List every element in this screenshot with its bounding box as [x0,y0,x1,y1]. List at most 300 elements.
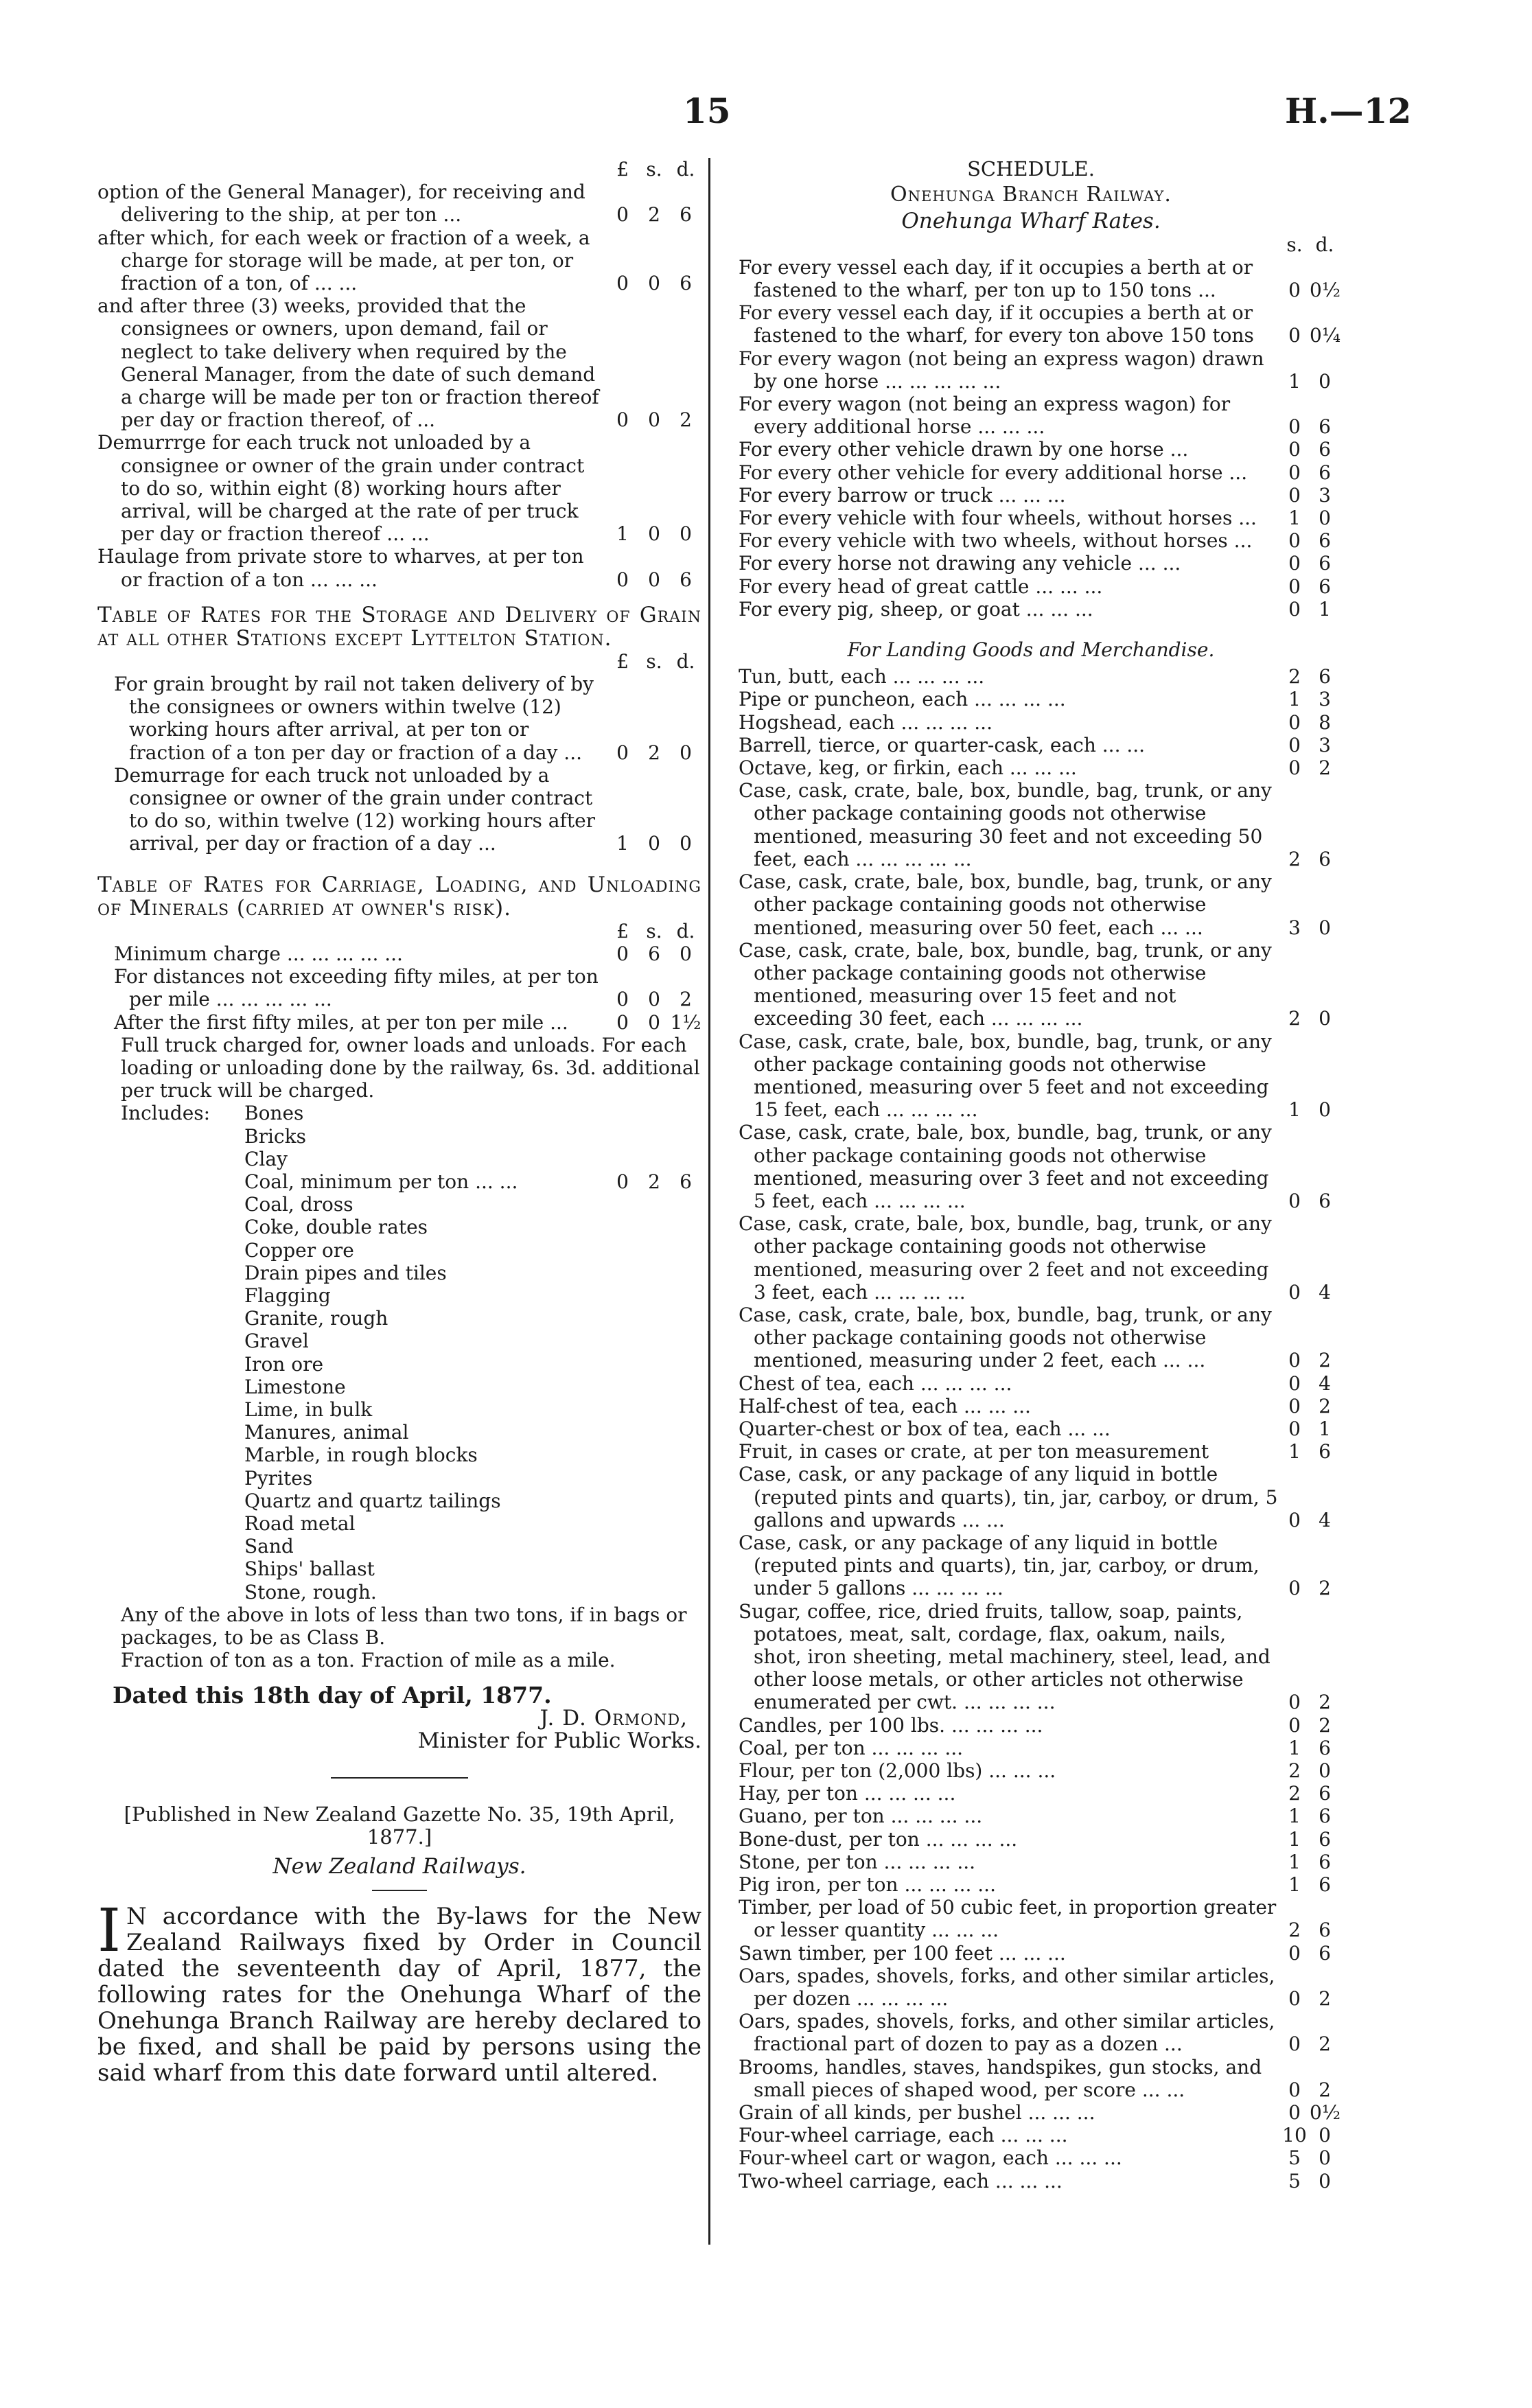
amount-cell: 0 [680,942,692,965]
amount-cell: 1 [1319,597,1331,621]
storage-rate-row-text: Demurrrge for each truck not unloaded by a consignee or owner of the grain under contract to do so, within eight (8) working hours after arrival, will be charged at the rate of per truck per day or fraction thereof ... ... [97,431,585,546]
wharf-rate-row-amount [1279,415,1340,438]
landing-rate-row [722,1965,1340,2010]
amount-cell: 0 [1288,1371,1301,1395]
amount-cell: 2 [680,408,692,432]
amount-cell: 2 [1319,1713,1331,1737]
mineral-item [244,1376,701,1398]
landing-rate-row-text: Bone-dust, per ton ... ... ... ... [739,1827,1018,1851]
amount-cell: 3 [1319,733,1331,756]
amount-cell: 0 [1288,415,1301,439]
mineral-item [244,1353,701,1376]
amount-cell: 0 [1319,1759,1331,1783]
mineral-item-text: Iron ore [244,1352,324,1376]
amount-cell: 2 [648,203,660,227]
wharf-rate-row-amount [1279,552,1340,575]
money-header: £ s. d. [616,158,695,181]
page-reference: H.—12 [1285,91,1412,131]
landing-rate-row-amount [1279,1098,1340,1121]
landing-rate-row-text: Oars, spades, shovels, forks, and other similar articles, fractional part of dozen to pay as a dozen ... [739,2010,1275,2056]
amount-cell: 0 [1288,438,1301,461]
landing-rate-row-amount [1279,1349,1340,1371]
landing-rate-row-text: Flour, per ton (2,000 lbs) ... ... ... [739,1759,1056,1783]
amount-cell: 6 [1319,461,1331,484]
amount-cell: 1 [1288,1827,1301,1851]
landing-rate-row-amount [1279,2170,1340,2192]
amount-cell: 5 [1288,2169,1301,2192]
amount-cell: 4 [1319,1371,1331,1395]
right-column [722,158,1340,2192]
amount-cell: 0 [1319,2146,1331,2170]
wharf-rate-row-amount [1279,484,1340,507]
landing-rate-row [722,1212,1340,1304]
landing-rate-row [722,2170,1340,2192]
landing-rate-row-amount [1279,1577,1340,1599]
amount-cell: 0 [1288,483,1301,507]
amount-cell: 2 [1319,1577,1331,1600]
landing-rate-row-amount [1279,1281,1340,1304]
landing-rate-row [722,1417,1340,1440]
amount-cell: 0 [616,203,629,227]
minerals-list [244,1102,701,1603]
landing-rate-row-amount [1279,665,1340,688]
mineral-item [244,1421,701,1444]
landing-rate-row-amount [1279,756,1340,779]
includes-label: Includes: [121,1102,211,1125]
mineral-item-text: Manures, animal [244,1421,409,1444]
rates-title: Onehunga Wharf Rates. [901,209,1161,234]
minerals-rates [97,942,701,1034]
mineral-item-text: Road metal [244,1512,356,1535]
storage-rate-row [97,294,701,431]
storage-rate-row-amount [607,568,701,591]
landing-rate-row-text: Stone, per ton ... ... ... ... [739,1850,976,1873]
landing-rate-row-text: Case, cask, crate, bale, box, bundle, bag, trunk, or any other package containing goods not otherwise mentioned, measuring over 3 feet and not exceeding 5 feet, each ... ... ... ... [739,1121,1272,1212]
storage-rate-row-text: Haulage from private store to wharves, at per ton or fraction of a ton ... ... ... [97,545,584,591]
mineral-rate-row-amount [607,988,701,1010]
mineral-item [244,1444,701,1466]
mineral-item [244,1284,701,1307]
wharf-rate-row [722,575,1340,598]
landing-rate-row-text: Pig iron, per ton ... ... ... ... [739,1873,996,1897]
wharf-rate-row [722,484,1340,507]
amount-cell: 2 [1319,2078,1331,2101]
landing-rate-row-text: Candles, per 100 lbs. ... ... ... ... [739,1713,1043,1737]
wharf-rate-row [722,529,1340,552]
mineral-rate-row [97,965,701,1010]
amount-cell: 6 [680,272,692,295]
mineral-item [244,1193,701,1216]
grain-rate-row-text: Demurrage for each truck not unloaded by a consignee or owner of the grain under contract to do so, within twelve (12) working hours after arrival, per day or fraction of a day ... [114,763,596,855]
mineral-item [244,1239,701,1262]
landing-rate-row [722,1805,1340,1827]
wharf-rate-row-text: For every vehicle with two wheels, without horses ... [739,529,1253,553]
landing-rate-row-amount [1279,1007,1340,1030]
wharf-rate-row-text: For every barrow or truck ... ... ... [739,483,1066,507]
amount-cell: 0 [1319,916,1331,939]
wharf-rate-row-amount [1279,598,1340,621]
amount-cell: 4 [1319,1280,1331,1304]
wharf-rate-row [722,256,1340,301]
amount-cell: 6 [1319,847,1331,870]
amount-cell: 1 [1288,507,1301,530]
amount-cell: 1 [1288,1850,1301,1873]
branch-title: Onehunga Branch Railway. [890,183,1172,207]
mineral-item-text: Copper ore [244,1238,354,1262]
amount-cell: 6 [1319,1782,1331,1805]
landing-rate-row [722,711,1340,734]
landing-rate-row-text: Case, cask, crate, bale, box, bundle, bag, trunk, or any other package containing goods not otherwise mentioned, measuring over 5 feet and not exceeding 15 feet, each ... ... ... ... [739,1030,1272,1122]
wharf-rate-row-text: For every wagon (not being an express wagon) for every additional horse ... ... ... [739,393,1231,439]
amount-cell: 4 [1319,1508,1331,1531]
amount-cell: 6 [680,203,692,227]
wharf-rate-row [722,461,1340,484]
amount-cell: 2 [680,988,692,1011]
storage-rate-row [97,227,701,295]
wharf-rate-row-text: For every vessel each day, if it occupies a berth at or fastened to the wharf, for every ton above 150 tons [739,301,1254,347]
landing-rate-row-amount [1279,1873,1340,1896]
landing-rate-row-amount [1279,1372,1340,1395]
amount-cell: 6 [1319,1440,1331,1463]
mineral-item-text: Flagging [244,1284,331,1307]
amount-cell: 0 [1288,552,1301,575]
amount-cell: 2 [648,1170,660,1193]
amount-cell: 0 [1288,529,1301,553]
amount-cell: 0 [1288,279,1301,302]
mineral-item-text: Bones [244,1102,304,1125]
mineral-item [244,1535,701,1558]
landing-rate-row-text: Brooms, handles, staves, handspikes, gun stocks, and small pieces of shaped wood, per score ... ... [739,2055,1262,2101]
amount-cell: 5 [1288,2146,1301,2170]
published-note: [Published in New Zealand Gazette No. 35, 19th April, 1877.] [124,1803,675,1849]
landing-rate-row-text: Case, cask, or any package of any liquid in bottle (reputed pints and quarts), tin, jar, carboy, or drum, under 5 gallons ... ... ... ... [739,1531,1260,1600]
landing-rate-row-amount [1279,1782,1340,1805]
amount-cell: 0 [1288,1713,1301,1737]
amount-cell: 2 [1288,847,1301,870]
schedule-title: SCHEDULE. [967,157,1095,181]
mineral-item-amount [607,1170,701,1193]
amount-cell: 0 [648,832,660,855]
amount-cell: 0 [1288,461,1301,484]
wharf-rate-row-amount [1279,529,1340,552]
amount-cell: 0½ [1310,279,1340,302]
wharf-money-header: s. d. [1286,233,1334,256]
wharf-rate-row [722,438,1340,461]
landing-rate-row-amount [1279,1190,1340,1212]
amount-cell: 10 [1282,2124,1307,2147]
landing-rates [722,665,1340,2192]
landing-rate-row-amount [1279,2101,1340,2124]
landing-rate-row [722,665,1340,688]
amount-cell: 6 [1319,1805,1331,1828]
landing-rate-row [722,1942,1340,1965]
amount-cell: 6 [1319,552,1331,575]
mineral-item-text: Ships' ballast [244,1558,375,1581]
landing-rate-row-text: Four-wheel cart or wagon, each ... ... ... [739,2146,1122,2170]
section-heading: New Zealand Railways. [272,1854,526,1879]
landing-rate-row [722,2146,1340,2169]
amount-cell: 6 [1319,415,1331,439]
amount-cell: 3 [1319,688,1331,711]
amount-cell: 0 [1288,756,1301,780]
landing-rate-row-amount [1279,2124,1340,2146]
landing-rate-row-amount [1279,1942,1340,1965]
amount-cell: 0¼ [1310,324,1340,347]
amount-cell: 6 [1319,665,1331,688]
landing-rate-row-amount [1279,1417,1340,1440]
wharf-rate-row-amount [1279,279,1340,301]
amount-cell: 0 [1288,2078,1301,2101]
wharf-rate-row [722,598,1340,621]
storage-rate-row [97,431,701,545]
amount-cell: 2 [1319,1691,1331,1714]
landing-rate-row-text: Barrell, tierce, or quarter-cask, each ... ... [739,733,1146,756]
landing-rate-row-amount [1279,711,1340,734]
landing-rate-row [722,1714,1340,1737]
amount-cell: 6 [1319,529,1331,553]
mineral-rate-row-amount [607,1011,701,1034]
class-note: Any of the above in lots of less than two tons, if in bags or packages, to be as Class B. [121,1603,687,1649]
landing-rate-row-amount [1279,916,1340,939]
landing-rate-row-text: Fruit, in cases or crate, at per ton measurement [739,1440,1209,1463]
landing-rate-row [722,1737,1340,1759]
amount-cell: 1 [1288,688,1301,711]
mineral-item-text: Quartz and quartz tailings [244,1489,501,1512]
storage-rates [97,181,701,591]
landing-rate-row-amount [1279,1691,1340,1713]
storage-rate-row-text: option of the General Manager), for receiving and delivering to the ship, at per ton ... [97,181,585,227]
landing-rate-row-amount [1279,1851,1340,1873]
landing-rate-row-text: Case, cask, crate, bale, box, bundle, bag, trunk, or any other package containing goods not otherwise mentioned, measuring under 2 feet, each ... ... [739,1303,1272,1372]
mineral-item [244,1581,701,1604]
amount-cell: 6 [1319,1827,1331,1851]
landing-rate-row-text: Quarter-chest or box of tea, each ... ... [739,1417,1111,1440]
mineral-item-text: Bricks [244,1124,306,1148]
amount-cell: 0 [1288,733,1301,756]
mineral-item [244,1148,701,1170]
amount-cell: 1 [1288,1098,1301,1122]
landing-rate-row [722,1828,1340,1851]
landing-rate-row [722,1759,1340,1782]
landing-rate-row-amount [1279,1737,1340,1759]
amount-cell: 0 [1288,1577,1301,1600]
page-number: 15 [683,91,731,131]
landing-rate-row-text: Pipe or puncheon, each ... ... ... ... [739,688,1066,711]
landing-rate-row-text: Half-chest of tea, each ... ... ... [739,1394,1031,1417]
wharf-rate-row [722,507,1340,529]
mineral-item-text: Stone, rough. [244,1580,377,1604]
wharf-rate-row [722,347,1340,393]
landing-rate-row [722,870,1340,939]
landing-rate-row-amount [1279,1805,1340,1827]
amount-cell: 0½ [1310,2101,1340,2125]
amount-cell: 3 [1319,483,1331,507]
amount-cell: 0 [1288,1349,1301,1372]
landing-rate-row-amount [1279,1828,1340,1851]
landing-rate-row-amount [1279,1759,1340,1782]
wharf-rate-row-amount [1279,370,1340,393]
amount-cell: 0 [616,741,629,764]
mineral-item-text: Coal, minimum per ton ... ... [244,1170,518,1193]
amount-cell: 1 [616,522,629,546]
wharf-rate-row [722,552,1340,575]
mineral-item [244,1512,701,1535]
amount-cell: 0 [1319,1098,1331,1122]
storage-rate-row [97,545,701,590]
amount-cell: 6 [1319,1189,1331,1212]
amount-cell: 1 [1288,369,1301,393]
wharf-rate-row-text: For every horse not drawing any vehicle ... ... [739,552,1181,575]
grain-rate-row-amount [607,832,701,855]
amount-cell: 3 [1288,916,1301,939]
amount-cell: 0 [1288,575,1301,598]
signatory-title: Minister for Public Works. [417,1728,701,1753]
landing-title: For Landing Goods and Merchandise. [847,638,1215,662]
mineral-item-text: Gravel [244,1330,309,1353]
mineral-item [244,1216,701,1238]
landing-rate-row-amount [1279,2033,1340,2055]
amount-cell: 6 [1319,1736,1331,1759]
landing-rate-row-text: Coal, per ton ... ... ... ... [739,1736,964,1759]
mineral-item-text: Lime, in bulk [244,1398,373,1421]
amount-cell: 1½ [670,1010,701,1034]
mineral-rate-row [97,1011,701,1034]
amount-cell: 6 [680,568,692,591]
amount-cell: 0 [616,1010,629,1034]
amount-cell: 6 [1319,1941,1331,1965]
wharf-rate-row-amount [1279,438,1340,461]
landing-rate-row-text: Case, cask, crate, bale, box, bundle, bag, trunk, or any other package containing goods not otherwise mentioned, measuring 30 feet and not exceeding 50 feet, each ... ... ... ... ... [739,779,1272,870]
wharf-rate-row-text: For every vessel each day, if it occupies a berth at or fastened to the wharf, per ton up to 150 tons ... [739,255,1253,302]
wharf-rate-row-text: For every other vehicle drawn by one horse ... [739,438,1189,461]
landing-rate-row-text: Case, cask, crate, bale, box, bundle, bag, trunk, or any other package containing goods not otherwise mentioned, measuring over 50 feet, each ... ... [739,870,1272,939]
mineral-rate-row-text: Minimum charge ... ... ... ... ... [114,942,403,965]
landing-rate-row-text: Two-wheel carriage, each ... ... ... [739,2169,1063,2192]
wharf-rate-row-amount [1279,461,1340,484]
mineral-item-text: Pyrites [244,1466,313,1490]
amount-cell: 0 [616,568,629,591]
mineral-item [244,1125,701,1148]
mineral-item-text: Sand [244,1535,294,1558]
truck-note: Full truck charged for, owner loads and unloads. For each loading or unloading done by the railway, 6s. 3d. additional per truck will be charged. [121,1033,700,1102]
amount-cell: 0 [1288,710,1301,734]
amount-cell: 0 [1288,2101,1301,2125]
landing-rate-row-amount [1279,734,1340,756]
amount-cell: 0 [616,272,629,295]
amount-cell: 0 [1288,2033,1301,2056]
landing-rate-row-text: Grain of all kinds, per bushel ... ... ... [739,2101,1095,2125]
landing-rate-row-text: Case, cask, crate, bale, box, bundle, bag, trunk, or any other package containing goods not otherwise mentioned, measuring over 15 feet and not exceeding 30 feet, each ... ... ... ... [739,938,1272,1030]
amount-cell: 2 [1319,2033,1331,2056]
landing-rate-row [722,1782,1340,1805]
amount-cell: 0 [680,832,692,855]
mineral-rate-row-amount [607,942,701,965]
amount-cell: 2 [1319,756,1331,780]
wharf-rate-row-text: For every head of great cattle ... ... ... [739,575,1103,598]
amount-cell: 0 [648,568,660,591]
landing-rate-row [722,1440,1340,1463]
notice-text: N accordance with the By-laws for the New Zealand Railways fixed by Order in Council dated the seventeenth day of April, 1877, the following rates for the Onehunga Wharf of the Onehunga Branch Railway are hereby declared to be fixed, and shall be paid by persons using the said wharf from this date forward until altered. [97,1902,701,2087]
column-divider [708,158,710,2245]
amount-cell: 2 [1319,1349,1331,1372]
mineral-item [244,1262,701,1284]
grain-rate-row [97,764,701,855]
grain-table-title: Table of Rates for the Storage and Delivery of Grain at all other Stations except Lyttelton Station. [97,602,701,651]
mineral-item-text: Coal, dross [244,1193,353,1216]
mineral-item [244,1102,701,1124]
landing-rate-row [722,1896,1340,1941]
mineral-item [244,1558,701,1580]
amount-cell: 6 [1319,1850,1331,1873]
amount-cell: 1 [1288,1805,1301,1828]
amount-cell: 0 [648,272,660,295]
minerals-table-title: Table of Rates for Carriage, Loading, and Unloading of Minerals (carried at owner's risk). [97,872,701,921]
mineral-rate-row-text: After the first fifty miles, at per ton per mile ... [114,1010,568,1034]
amount-cell: 0 [1319,1007,1331,1030]
amount-cell: 0 [616,408,629,432]
wharf-rate-row [722,393,1340,438]
short-rule [372,1890,427,1891]
landing-rate-row [722,1600,1340,1714]
amount-cell: 1 [1288,1440,1301,1463]
landing-rate-row-text: Oars, spades, shovels, forks, and other similar articles, per dozen ... ... ... ... [739,1964,1275,2011]
mineral-item-text: Coke, double rates [244,1216,428,1239]
divider-rule [331,1777,468,1779]
storage-rate-row-amount [607,272,701,294]
amount-cell: 0 [680,522,692,546]
landing-rate-row-text: Timber, per load of 50 cubic feet, in proportion greater or lesser quantity ... ... ... [739,1896,1277,1942]
amount-cell: 1 [1288,1736,1301,1759]
amount-cell: 0 [1288,1508,1301,1531]
grain-money-header: £ s. d. [616,649,695,673]
landing-rate-row-text: Hogshead, each ... ... ... ... [739,710,993,734]
amount-cell: 2 [1288,1919,1301,1942]
landing-rate-row [722,688,1340,710]
landing-rate-row-text: Sawn timber, per 100 feet ... ... ... [739,1941,1066,1965]
grain-rate-row-text: For grain brought by rail not taken delivery of by the consignees or owners within twelve (12) working hours after arrival, at per ton or fraction of a ton per day or fraction of a day ... [114,673,594,764]
mineral-item [244,1467,701,1490]
landing-rate-row-text: Four-wheel carriage, each ... ... ... [739,2124,1068,2147]
landing-rate-row [722,1372,1340,1395]
amount-cell: 1 [616,832,629,855]
landing-rate-row-text: Hay, per ton ... ... ... ... [739,1782,956,1805]
landing-rate-row [722,734,1340,756]
landing-rate-row-text: Chest of tea, each ... ... ... ... [739,1371,1012,1395]
landing-rate-row [722,779,1340,870]
fraction-note: Fraction of ton as a ton. Fraction of mile as a mile. [121,1649,616,1672]
landing-rate-row-text: Sugar, coffee, rice, dried fruits, tallow, soap, paints, potatoes, meat, salt, cordage, flax, oakum, nails, shot, iron sheeting, metal machinery, steel, lead, and other loose metals, or other articles not otherwise enumerated per cwt. ... ... ... ... [739,1599,1270,1714]
landing-rate-row [722,1873,1340,1896]
mineral-item [244,1330,701,1352]
amount-cell: 0 [1288,1189,1301,1212]
landing-rate-row-amount [1279,1714,1340,1737]
amount-cell: 0 [1319,2169,1331,2192]
landing-rate-row-amount [1279,688,1340,710]
storage-rate-row-text: and after three (3) weeks, provided that the consignees or owners, upon demand, fail or neglect to take delivery when required by the General Manager, from the date of such demand a charge will be made per ton or fraction thereof per day or fraction thereof, of ... [97,294,599,432]
amount-cell: 0 [616,1170,629,1193]
landing-rate-row [722,2101,1340,2124]
amount-cell: 6 [1319,575,1331,598]
mineral-rate-row-text: For distances not exceeding fifty miles, at per ton per mile ... ... ... ... ... [114,965,599,1011]
signatory: J. D. Ormond, [539,1705,688,1730]
amount-cell: 2 [1288,1007,1301,1030]
amount-cell: 0 [648,522,660,546]
amount-cell: 0 [648,408,660,432]
storage-rate-row-amount [607,203,701,226]
dated-line: Dated this 18th day of April, 1877. [113,1682,552,1709]
wharf-rate-row-text: For every wagon (not being an express wagon) drawn by one horse ... ... ... ... ... [739,347,1264,393]
landing-rate-row-amount [1279,1440,1340,1463]
